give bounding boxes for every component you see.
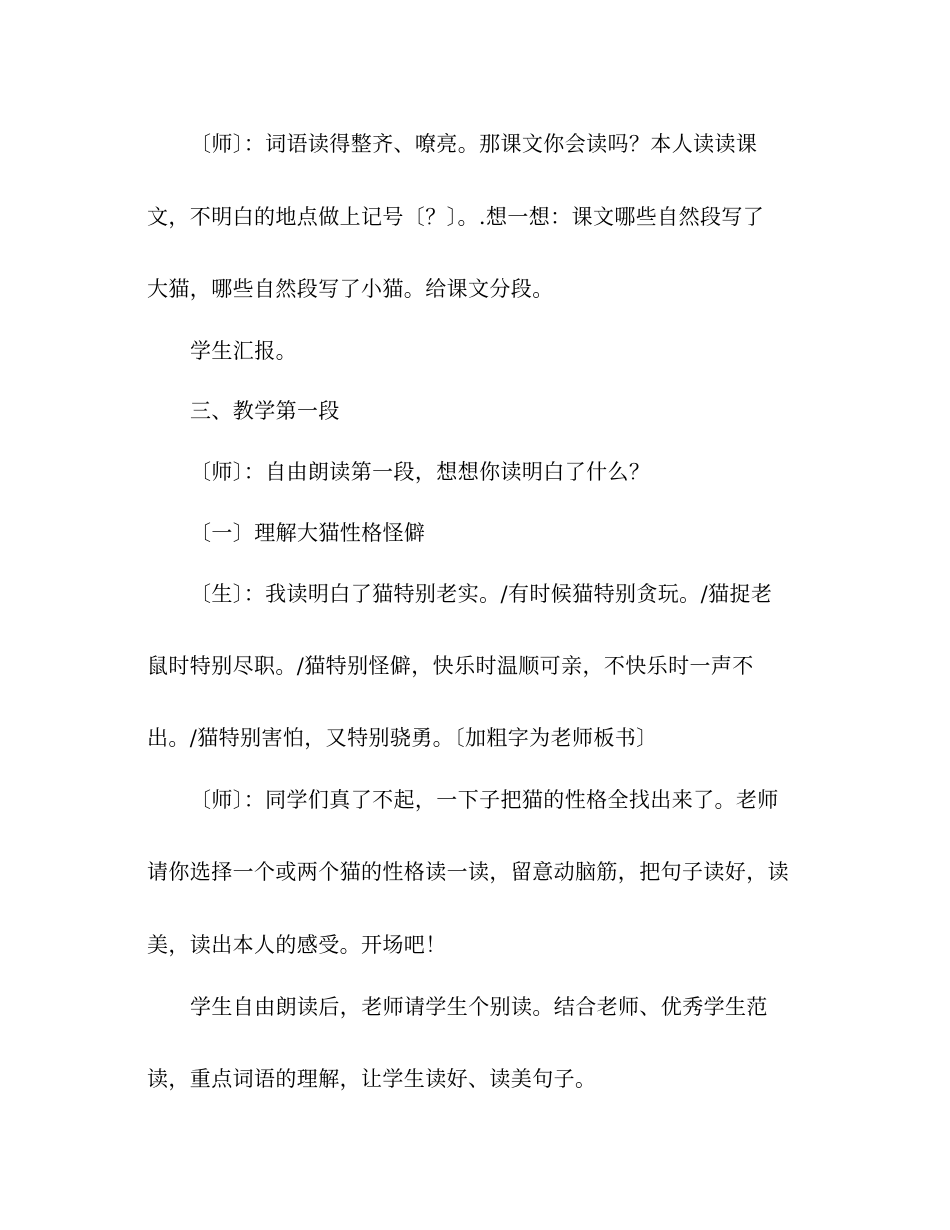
subsection-heading: 〔一〕理解大猫性格怪僻 bbox=[190, 521, 426, 545]
paragraph-line: 请你选择一个或两个猫的性格读一读，留意动脑筋，把句子读好，读 bbox=[147, 860, 789, 884]
paragraph-line: 〔生〕：我读明白了猫特别老实。/有时候猫特别贪玩。/猫捉老 bbox=[190, 582, 773, 606]
paragraph-line: 出。/猫特别害怕，又特别骁勇。〔加粗字为老师板书〕 bbox=[147, 726, 658, 750]
paragraph-line: 〔师〕：同学们真了不起，一下子把猫的性格全找出来了。老师 bbox=[190, 788, 779, 812]
paragraph-line: 文，不明白的地点做上记号〔？〕。.想一想：课文哪些自然段写了 bbox=[147, 205, 765, 229]
paragraph-line: 读，重点词语的理解，让学生读好、读美句子。 bbox=[147, 1067, 597, 1091]
paragraph-line: 〔师〕：自由朗读第一段，想想你读明白了什么？ bbox=[190, 460, 651, 484]
paragraph-line: 美，读出本人的感受。开场吧！ bbox=[147, 933, 447, 957]
paragraph-line: 大猫，哪些自然段写了小猫。给课文分段。 bbox=[147, 277, 554, 301]
paragraph-line: 〔师〕：词语读得整齐、嘹亮。那课文你会读吗？本人读读课 bbox=[190, 132, 758, 156]
paragraph-line: 鼠时特别尽职。/猫特别怪僻，快乐时温顺可亲，不快乐时一声不 bbox=[147, 654, 754, 678]
section-heading: 三、教学第一段 bbox=[190, 399, 340, 423]
paragraph-line: 学生汇报。 bbox=[190, 339, 297, 363]
paragraph-line: 学生自由朗读后，老师请学生个别读。结合老师、优秀学生范 bbox=[190, 995, 768, 1019]
